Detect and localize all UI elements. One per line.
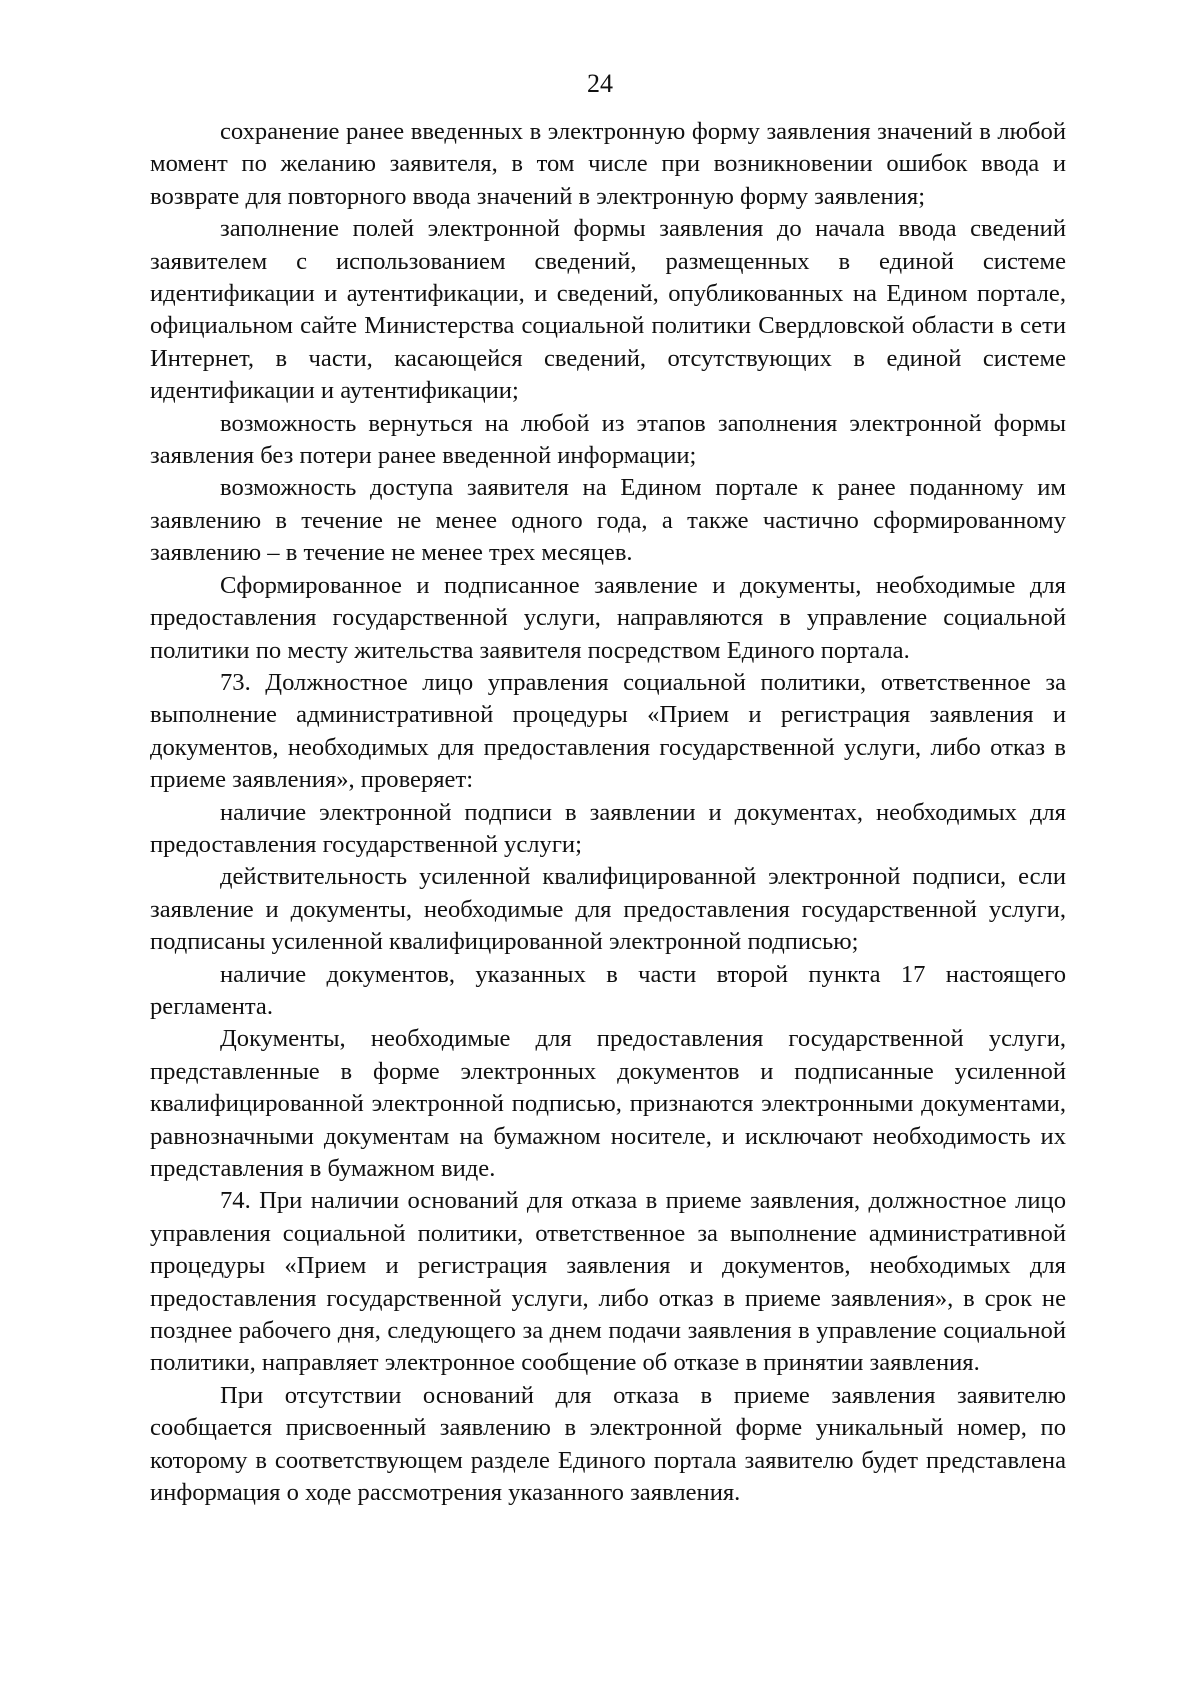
paragraph: возможность доступа заявителя на Едином портале к ранее поданному им заявлению в течение не менее одного года, а также частично сформированному заявлению – в течение не менее трех месяцев. bbox=[150, 474, 1066, 567]
paragraph: наличие документов, указанных в части второй пункта 17 настоящего регламента. bbox=[150, 960, 1066, 1020]
paragraph: возможность вернуться на любой из этапов заполнения электронной формы заявления без потери ранее введенной информации; bbox=[150, 409, 1066, 470]
paragraph: Документы, необходимые для предоставления государственной услуги, представленные в форме электронных документов и подписанные усиленной квалифицированной электронной подписью, признаются электронными документами, равнозначными документам на бумажном носителе, и исключают необходимость их представления в бумажном виде. bbox=[150, 1025, 1066, 1182]
paragraph: наличие электронной подписи в заявлении и документах, необходимых для предоставления государственной услуги; bbox=[150, 798, 1066, 858]
paragraph: действительность усиленной квалифицированной электронной подписи, если заявление и документы, необходимые для предоставления государственной услуги, подписаны усиленной квалифицированной электронной подписью; bbox=[150, 863, 1066, 956]
paragraph: сохранение ранее введенных в электронную форму заявления значений в любой момент по желанию заявителя, в том числе при возникновении ошибок ввода и возврате для повторного ввода значений в электронную форму заявления; bbox=[150, 118, 1066, 210]
document-body bbox=[150, 116, 1066, 1509]
page-number: 24 bbox=[587, 69, 613, 98]
paragraph-item-73: 73. Должностное лицо управления социальной политики, ответственное за выполнение административной процедуры «Прием и регистрация заявления и документов, необходимых для предоставления государственной услуги, либо отказ в приеме заявления», проверяет: bbox=[150, 668, 1066, 794]
paragraph: Сформированное и подписанное заявление и документы, необходимые для предоставления государственной услуги, направляются в управление социальной политики по месту жительства заявителя посредством Единого портала. bbox=[150, 571, 1066, 664]
paragraph: При отсутствии оснований для отказа в приеме заявления заявителю сообщается присвоенный заявлению в электронной форме уникальный номер, по которому в соответствующем разделе Единого портала заявителю будет представлена информация о ходе рассмотрения указанного заявления. bbox=[150, 1381, 1066, 1507]
paragraph-item-74: 74. При наличии оснований для отказа в приеме заявления, должностное лицо управления социальной политики, ответственное за выполнение административной процедуры «Прием и регистрация заявления и документов, необходимых для предоставления государственной услуги, либо отказ в приеме заявления», в срок не позднее рабочего дня, следующего за днем подачи заявления в управление социальной политики, направляет электронное сообщение об отказе в принятии заявления. bbox=[150, 1187, 1066, 1377]
paragraph: заполнение полей электронной формы заявления до начала ввода сведений заявителем с использованием сведений, размещенных в единой системе идентификации и аутентификации, и сведений, опубликованных на Едином портале, официальном сайте Министерства социальной политики Свердловской области в сети Интернет, в части, касающейся сведений, отсутствующих в единой системе идентификации и аутентификации; bbox=[150, 215, 1066, 405]
